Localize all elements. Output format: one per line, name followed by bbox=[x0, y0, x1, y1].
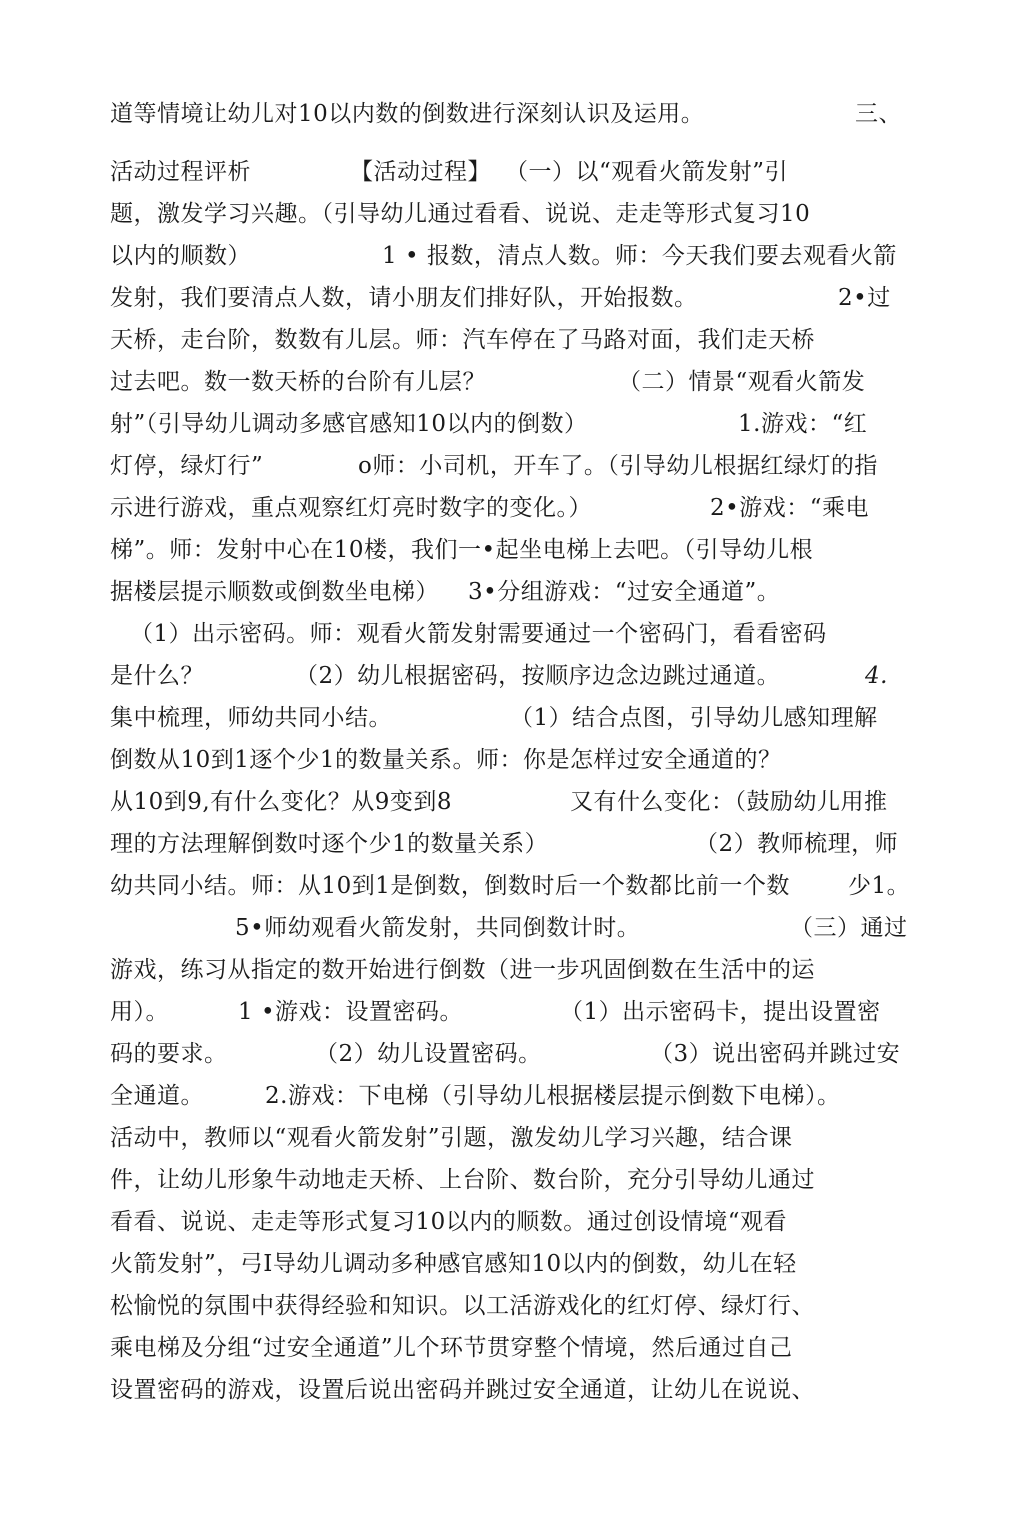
text-segment: 倒数从10到1逐个少1的数量关系。师：你是怎样过安全通道的？ bbox=[110, 747, 782, 773]
text-segment: 发射，我们要清点人数，请小朋友们排好队，开始报数。 bbox=[110, 285, 698, 311]
text-segment: （1）结合点图，引导幼儿感知理解 bbox=[510, 705, 878, 731]
text-segment: 松愉悦的氛围中获得经验和知识。以工活游戏化的红灯停、绿灯行、 bbox=[110, 1293, 815, 1319]
text-segment: 少1。 bbox=[848, 873, 911, 899]
text-segment: 从10到9,有什么变化？从9变到8 bbox=[110, 789, 452, 815]
text-segment: 1.游戏：“红 bbox=[738, 411, 868, 437]
text-segment: 【活动过程】 bbox=[350, 159, 491, 185]
text-segment: 梯”。师：发射中心在10楼，我们一•起坐电梯上去吧。（引导幼儿根 bbox=[110, 537, 814, 563]
text-segment: 理的方法理解倒数吋逐个少1的数量关系） bbox=[110, 831, 549, 857]
text-segment: 游戏，练习从指定的数开始进行倒数（进一步巩固倒数在生活中的运 bbox=[110, 957, 815, 983]
text-segment: （二）情景“观看火箭发 bbox=[618, 369, 866, 395]
text-segment: 题，激发学习兴趣。（引导幼儿通过看看、说说、走走等形式复习10 bbox=[110, 201, 811, 227]
text-segment: 2•游戏：“乘电 bbox=[710, 495, 869, 521]
text-segment: 2•过 bbox=[838, 285, 891, 311]
text-segment: 幼共同小结。师：从10到1是倒数，倒数时后一个数都比前一个数 bbox=[110, 873, 790, 899]
text-segment: 看看、说说、走走等形式复习10以内的顺数。通过创设情境“观看 bbox=[110, 1209, 788, 1235]
text-segment: 3•分组游戏：“过安全通道”。 bbox=[468, 579, 781, 605]
text-segment: 4. bbox=[865, 663, 888, 689]
text-segment: 三、 bbox=[855, 101, 902, 127]
text-segment: （3）说出密码并跳过安 bbox=[650, 1041, 901, 1067]
text-segment: 集中梳理，师幼共同小结。 bbox=[110, 705, 392, 731]
text-segment: 又有什么变化：（鼓励幼儿用推 bbox=[570, 789, 888, 815]
text-segment: 码的要求。 bbox=[110, 1041, 228, 1067]
text-segment: 射”（引导幼儿调动多感官感知10以内的倒数） bbox=[110, 411, 588, 437]
text-segment: （1）出示密码。师：观看火箭发射需要通过一个密码门，看看密码 bbox=[130, 621, 827, 647]
text-segment: 据楼层提示顺数或倒数坐电梯） bbox=[110, 579, 439, 605]
text-segment: 灯停，绿灯行” bbox=[110, 453, 264, 479]
text-segment: （三）通过 bbox=[790, 915, 908, 941]
text-segment: 件，让幼儿形象牛动地走天桥、上台阶、数台阶，充分引导幼儿通过 bbox=[110, 1167, 815, 1193]
text-segment: 以内的顺数） bbox=[110, 243, 251, 269]
text-segment: （2）幼儿根据密码，按顺序边念边跳过通道。 bbox=[295, 663, 781, 689]
text-segment: 活动中，教师以“观看火箭发射”引题，激发幼儿学习兴趣，结合课 bbox=[110, 1125, 793, 1151]
text-segment: 用）。 bbox=[110, 999, 169, 1025]
text-segment: o师：小司机，开车了。（引导幼儿根据红绿灯的指 bbox=[358, 453, 878, 479]
text-segment: （一）以“观看火箭发射”引 bbox=[505, 159, 789, 185]
text-segment: （1）出示密码卡，提出设置密 bbox=[560, 999, 881, 1025]
text-segment: 道等情境让幼儿对10以内数的倒数进行深刻认识及运用。 bbox=[110, 101, 705, 127]
text-segment: 天桥，走台阶，数数有儿层。师：汽车停在了马路对面，我们走天桥 bbox=[110, 327, 815, 353]
text-segment: 设置密码的游戏，设置后说出密码并跳过安全通道，让幼儿在说说、 bbox=[110, 1377, 815, 1403]
text-segment: 活动过程评析 bbox=[110, 159, 251, 185]
text-segment: 是什么？ bbox=[110, 663, 204, 689]
text-segment: 火箭发射”，弓I导幼儿调动多种感官感知10以内的倒数，幼儿在轻 bbox=[110, 1251, 797, 1277]
text-segment: （2）幼儿设置密码。 bbox=[315, 1041, 542, 1067]
text-segment: 2.游戏：下电梯（引导幼儿根据楼层提示倒数下电梯）。 bbox=[265, 1083, 841, 1109]
text-segment: 全通道。 bbox=[110, 1083, 204, 1109]
text-segment: 乘电梯及分组“过安全通道”儿个环节贯穿整个情境，然后通过自己 bbox=[110, 1335, 793, 1361]
text-segment: 1 • 报数，清点人数。师：今天我们要去观看火箭 bbox=[382, 243, 897, 269]
text-segment: （2）教师梳理，师 bbox=[695, 831, 899, 857]
text-segment: 过去吧。数一数天桥的台阶有儿层？ bbox=[110, 369, 486, 395]
text-segment: 示进行游戏，重点观察红灯亮时数字的变化。） bbox=[110, 495, 592, 521]
text-segment: 1 •游戏：设置密码。 bbox=[238, 999, 464, 1025]
text-segment: 5•师幼观看火箭发射，共同倒数计时。 bbox=[235, 915, 641, 941]
